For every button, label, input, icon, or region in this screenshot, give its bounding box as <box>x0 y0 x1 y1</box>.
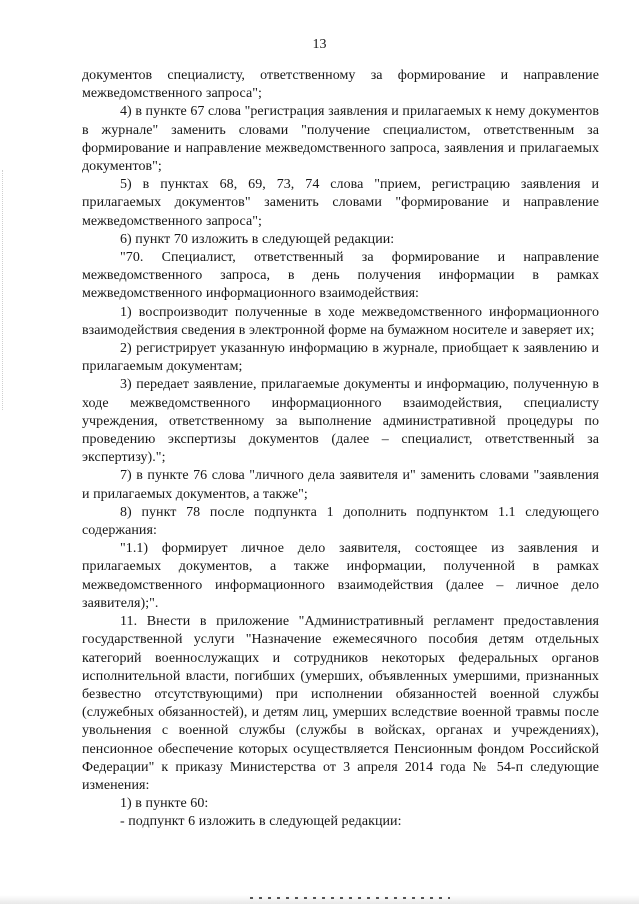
paragraph-subitem-1-1: "1.1) формирует личное дело заявителя, состоящее из заявления и прилагаемых документов, а также информации, полученной в рамках межведомственного информационного взаимодействия (далее – личное дело заявителя);". <box>82 541 599 611</box>
paragraph-subitem-2: 2) регистрирует указанную информацию в журнале, приобщает к заявлению и прилагаемым документам; <box>82 341 599 375</box>
paragraph-item-6: 6) пункт 70 изложить в следующей редакции: <box>120 231 395 247</box>
scan-bottom-edge <box>0 895 639 904</box>
paragraph-continuation: документов специалисту, ответственному за формирование и направление межведомственного запроса"; <box>82 68 599 102</box>
scan-edge-marks <box>2 170 7 410</box>
paragraph-subitem-1: 1) воспроизводит полученные в ходе межведомственного информационного взаимодействия сведения в электронной форме на бумажном носителе и заверяет их; <box>82 304 599 338</box>
paragraph-section-11-item-1: 1) в пункте 60: <box>120 796 209 812</box>
paragraph-item-4: 4) в пункте 67 слова "регистрация заявления и прилагаемых к нему документов в журнале" заменить словами "получение специалистом, ответственным за формирование и направление межведомственного запроса, заявления и прилагаемых документов"; <box>82 104 599 175</box>
page-number: 13 <box>312 37 327 52</box>
paragraph-clause-70: "70. Специалист, ответственный за формирование и направление межведомственного запроса, в день получения информации в рамках межведомственного информационного взаимодействия: <box>82 250 599 302</box>
paragraph-section-11: 11. Внести в приложение "Административный регламент предоставления государственной услуги "Назначение ежемесячного пособия детям отдельных категорий военнослужащих и сотрудников некоторых федеральных органов исполнительной власти, погибших (умерших, объявленных умершими, признанных безвестно отсутствующими) при исполнении обязанностей военной службы (служебных обязанностей), и детям лиц, умерших вследствие военной травмы после увольнения с военной службы (службы в войсках, органах и учреждениях), пенсионное обеспечение которых осуществляется Пенсионным фондом Российской Федерации" к приказу Министерства от 3 апреля 2014 года № 54-п следующие изменения: <box>82 614 599 793</box>
paragraph-subitem-3: 3) передает заявление, прилагаемые документы и информацию, полученную в ходе межведомственного информационного взаимодействия, специалисту учреждения, ответственному за выполнение административной процедуры по проведению экспертизы документов (далее – специалист, ответственный за экспертизу)."; <box>82 377 599 466</box>
paragraph-item-7: 7) в пункте 76 слова "личного дела заявителя и" заменить словами "заявления и прилагаемых документов, а также"; <box>82 468 599 502</box>
paragraph-section-11-subitem-6: - подпункт 6 изложить в следующей редакции: <box>120 814 402 830</box>
paragraph-item-5: 5) в пунктах 68, 69, 73, 74 слова "прием, регистрацию заявления и прилагаемых документов" заменить словами "формирование и направление межведомственного запроса"; <box>82 177 599 229</box>
document-body <box>82 67 599 832</box>
paragraph-item-8: 8) пункт 78 после подпункта 1 дополнить подпунктом 1.1 следующего содержания: <box>82 504 599 539</box>
